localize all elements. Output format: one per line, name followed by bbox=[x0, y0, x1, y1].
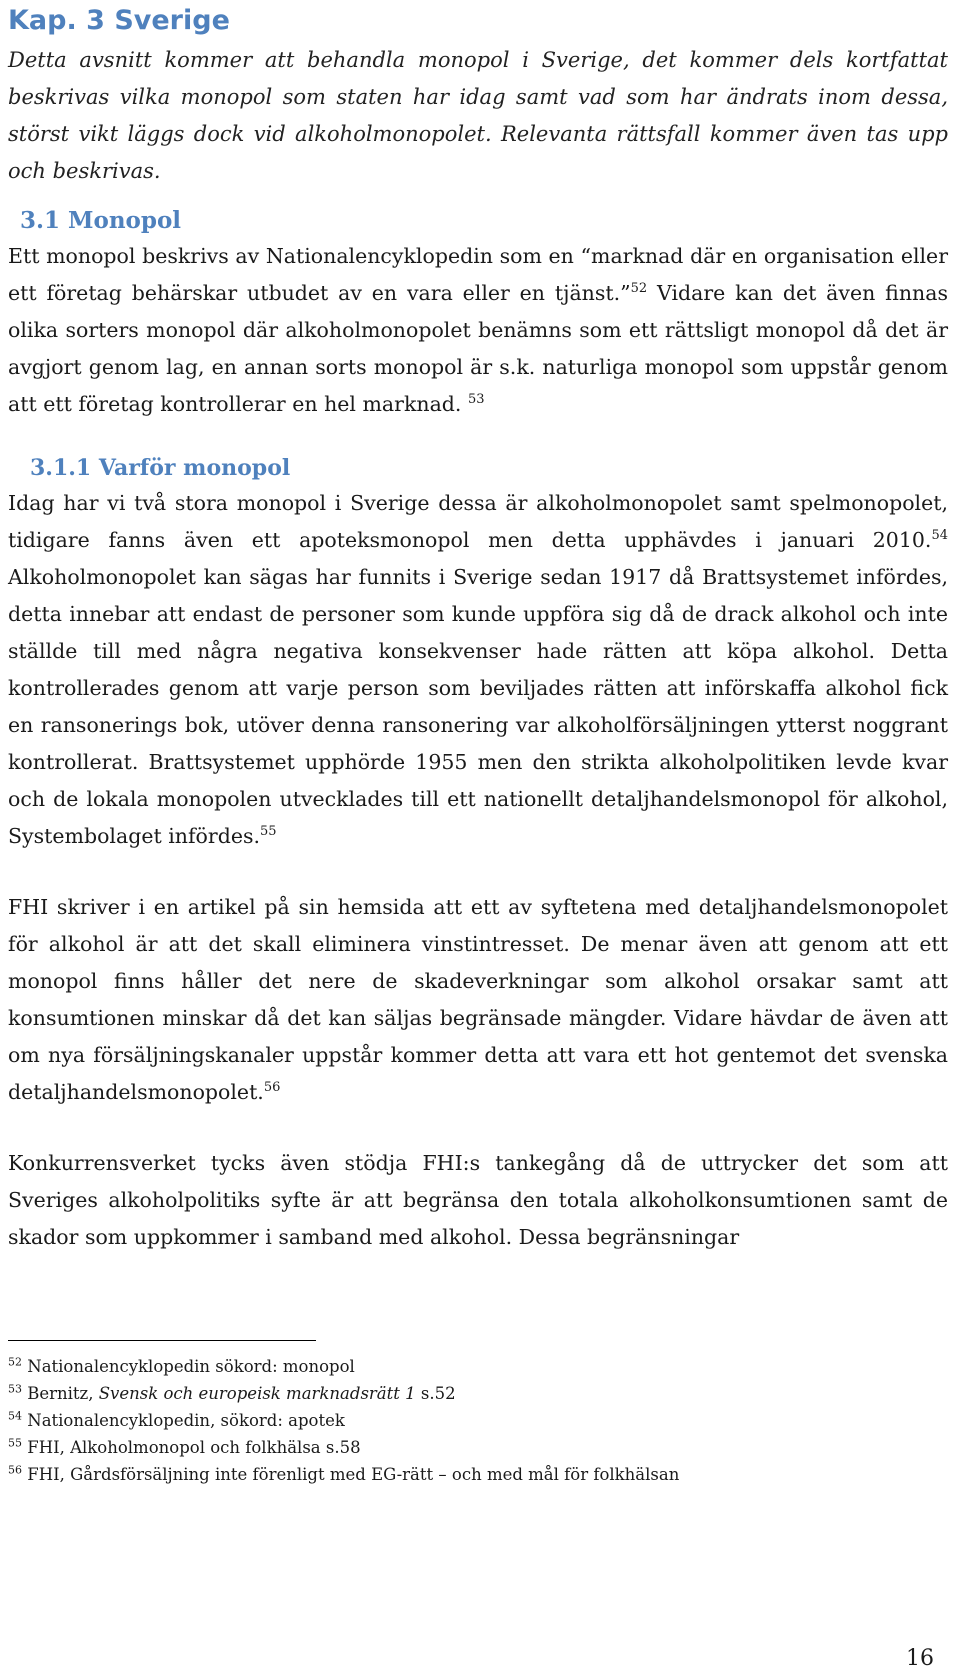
page-number: 16 bbox=[906, 1646, 934, 1671]
footnote-separator bbox=[8, 1340, 316, 1341]
footnote-53: $^{53}$ Bernitz, Svensk och europeisk marknadsrätt 1 s.52 bbox=[8, 1382, 456, 1403]
section-heading-3-1: 3.1 Monopol bbox=[20, 207, 182, 234]
footnote-ref-53[interactable]: 53 bbox=[467, 392, 485, 408]
document-page bbox=[8, 0, 948, 1488]
section-heading-3-1-1: 3.1.1 Varför monopol bbox=[30, 455, 291, 481]
chapter-intro: Detta avsnitt kommer att behandla monopol i Sverige, det kommer dels kortfattat beskrivas vilka monopol som staten har idag samt vad som har ändrats inom dessa, störst vikt läggs dock vid alkoholmonopolet. Relevanta rättsfall kommer även tas upp och beskrivas. bbox=[8, 48, 948, 183]
footnote-ref-52[interactable]: 52 bbox=[630, 281, 648, 297]
footnote-ref-54[interactable]: 54 bbox=[931, 528, 948, 544]
footnote-52: $^{52}$ Nationalencyklopedin sökord: monopol bbox=[8, 1355, 355, 1376]
footnote-54: $^{54}$ Nationalencyklopedin, sökord: apotek bbox=[8, 1409, 345, 1430]
footnote-ref-56[interactable]: 56 bbox=[263, 1080, 281, 1096]
chapter-title: Kap. 3 Sverige bbox=[8, 5, 230, 36]
paragraph-monopol: Ett monopol beskrivs av Nationalencyklopedin som en “marknad där en organisation eller ett företag behärskar utbudet av en vara eller en tjänst.”$^{52}$ Vidare kan det även finnas olika sorters monopol där alkoholmonopolet benämns som ett rättsligt monopol då det är avgjort genom lag, en annan sorts monopol är s.k. naturliga monopol som uppstår genom att ett företag kontrollerar en hel marknad. $^{53}$ bbox=[8, 244, 948, 416]
paragraph-varfor-3: Konkurrensverket tycks även stödja FHI:s tankegång då de uttrycker det som att Sveriges alkoholpolitiks syfte är att begränsa den totala alkoholkonsumtionen samt de skador som uppkommer i samband med alkohol. Dessa begränsningar bbox=[8, 1151, 948, 1249]
footnote-ref-55[interactable]: 55 bbox=[260, 824, 277, 840]
footnote-56: $^{56}$ FHI, Gårdsförsäljning inte förenligt med EG-rätt – och med mål för folkhälsan bbox=[8, 1463, 680, 1484]
footnote-55: $^{55}$ FHI, Alkoholmonopol och folkhälsa s.58 bbox=[8, 1436, 361, 1457]
paragraph-varfor-1: Idag har vi två stora monopol i Sverige dessa är alkoholmonopolet samt spelmonopolet, tidigare fanns även ett apoteksmonopol men detta upphävdes i januari 2010.54 Alkoholmonopolet kan sägas har funnits i Sverige sedan 1917 då Brattsystemet infördes, detta innebar att endast de personer som kunde uppföra sig då de drack alkohol och inte ställde till med några negativa konsekvenser hade rätten att köpa alkohol. Detta kontrollerades genom att varje person som beviljades rätten att införskaffa alkohol fick en ransonerings bok, utöver denna ransonering var alkoholförsäljningen ytterst noggrant kontrollerat. Brattsystemet upphörde 1955 men den strikta alkoholpolitiken levde kvar och de lokala monopolen utvecklades till ett nationellt detaljhandelsmonopol för alkohol, Systembolaget infördes.$^{55}$ bbox=[8, 491, 948, 848]
footnotes bbox=[8, 1353, 948, 1488]
paragraph-varfor-2: FHI skriver i en artikel på sin hemsida att ett av syftetena med detaljhandelsmonopolet för alkohol är att det skall eliminera vinstintresset. De menar även att genom att ett monopol finns håller det nere de skadeverkningar som alkohol orsakar samt att konsumtionen minskar då det kan säljas begränsade mängder. Vidare hävdar de även att om nya försäljningskanaler uppstår kommer detta att vara ett hot gentemot det svenska detaljhandelsmonopolet.$^{56}$ bbox=[8, 895, 948, 1104]
